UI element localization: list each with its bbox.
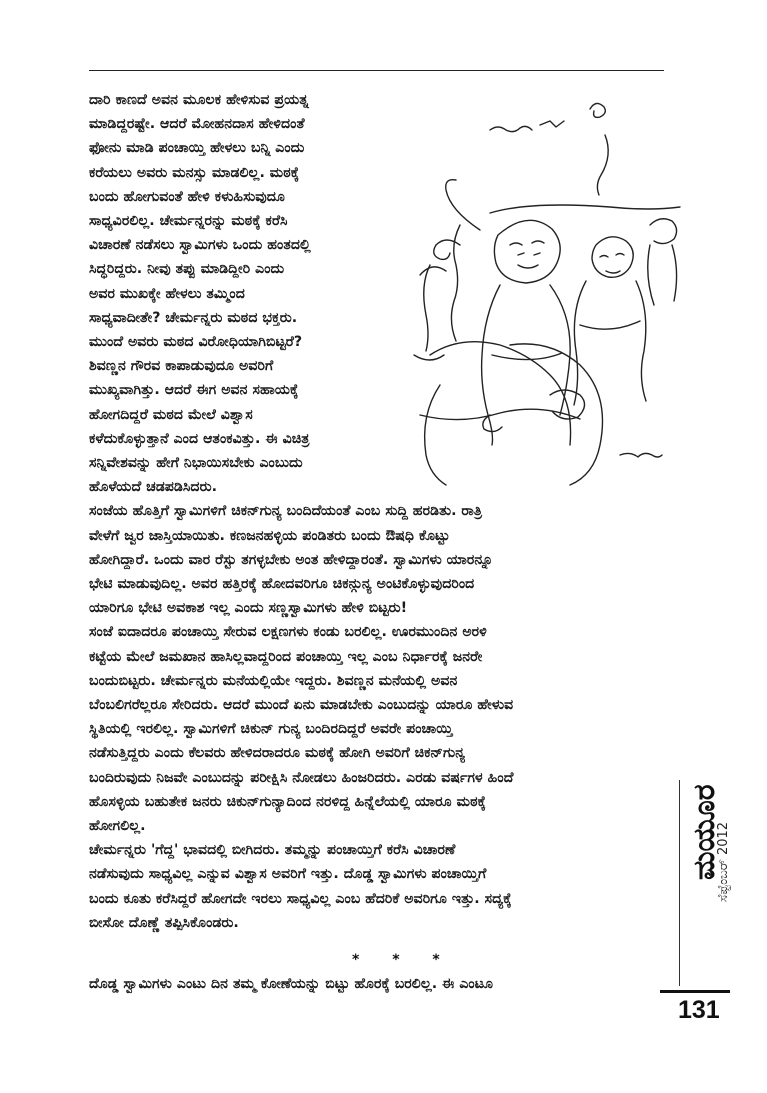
article-line: ಹೋಗದಿದ್ದರೆ ಮಠದ ಮೇಲೆ ವಿಶ್ವಾಸ [89,406,253,423]
article-line: ನಡೆಸುವುದು ಸಾಧ್ಯವಿಲ್ಲ ಎನ್ನುವ ವಿಶ್ವಾಸ ಅವರಿಗೆ ಇತ್ತು. ದೊಡ್ಡ ಸ್ವಾಮಿಗಳು ಪಂಚಾಯ್ತಿಗೆ [89,866,487,883]
article-line: ಸಾಧ್ಯವಿರಲಿಲ್ಲ. ಚೇರ್ಮನ್ನರನ್ನು ಮಠಕ್ಕೆ ಕರೆಸಿ [89,213,288,229]
article-line: ಮಾಡಿದ್ದರಷ್ಟೇ. ಆದರೆ ಮೋಹನದಾಸ ಹೇಳಿದಂತೆ [89,116,305,133]
page-number: 131 [678,996,720,1024]
article-line: ನಡೆಸುತ್ತಿದ್ದರು ಎಂದು ಕೆಲವರು ಹೇಳಿದರಾದರೂ ಮಠಕ್ಕೆ ಹೋಗಿ ಅವರಿಗೆ ಚಿಕನ್‌ಗುನ್ಯ [89,745,466,762]
article-line: ವೇಳೆಗೆ ಜ್ವರ ಜಾಸ್ತಿಯಾಯಿತು. ಕಣಜನಹಳ್ಳಿಯ ಪಂಡಿತರು ಬಂದು ಔಷಧಿ ಕೊಟ್ಟು [89,527,450,544]
article-line-last: ದೊಡ್ಡ ಸ್ವಾಮಿಗಳು ಎಂಟು ದಿನ ತಮ್ಮ ಕೋಣೆಯನ್ನು ಬಿಟ್ಟು ಹೊರಕ್ಕೆ ಬರಲಿಲ್ಲ. ಈ ಎಂಟೂ [89,976,494,992]
article-line: ಸನ್ನಿವೇಶವನ್ನು ಹೇಗೆ ನಿಭಾಯಿಸಬೇಕು ಎಂಬುದು [89,455,303,471]
side-rule [679,780,680,986]
article-line: ಬಂದು ಹೋಗುವಂತೆ ಹೇಳಿ ಕಳುಹಿಸುವುದೂ [89,188,285,205]
article-line: ಮುಖ್ಯವಾಗಿತ್ತು. ಆದರೆ ಈಗ ಅವನ ಸಹಾಯಕ್ಕೆ [89,382,299,399]
article-line: ಸಾಧ್ಯವಾದೀತೇ? ಚೇರ್ಮನ್ನರು ಮಠದ ಭಕ್ತರು. [89,309,298,326]
ink-sketch-illustration [400,95,693,487]
magazine-masthead: ಮಯೂರ [687,784,722,880]
article-line: ಬೀಸೋ ದೊಣ್ಣೆ ತಪ್ಪಿಸಿಕೊಂಡರು. [89,914,239,931]
article-line: ಸಿದ್ಧರಿದ್ದರು. ನೀವು ತಪ್ಪು ಮಾಡಿದ್ದೀರಿ ಎಂದು [89,261,285,278]
article-line: ಹೋಗಲಿಲ್ಲ. [89,818,146,834]
page-number-rule [660,990,730,993]
article-line: ಬಂದುಬಿಟ್ಟರು. ಚೇರ್ಮನ್ನರು ಮನೆಯಲ್ಲಿಯೇ ಇದ್ದರು. ಶಿವಣ್ಣನ ಮನೆಯಲ್ಲಿ ಅವನ [89,672,458,689]
article-line: ದಾರಿ ಕಾಣದೆ ಅವನ ಮೂಲಕ ಹೇಳಿಸುವ ಪ್ರಯತ್ನ [89,92,309,108]
article-line: ಫೋನು ಮಾಡಿ ಪಂಚಾಯ್ತಿ ಹೇಳಲು ಬನ್ನಿ ಎಂದು [89,140,305,157]
article-line: ಹೋಗಿದ್ದಾರೆ. ಒಂದು ವಾರ ರೆಸ್ಟು ತಗಳ್ಳಬೇಕು ಅಂತ ಹೇಳಿದ್ದಾರಂತೆ. ಸ್ವಾಮಿಗಳು ಯಾರನ್ನೂ [89,551,494,568]
issue-month: ಸೆಪ್ಟೆಂಬರ್ 2012 [716,821,731,902]
article-line: ಬಂದಿರುವುದು ನಿಜವೇ ಎಂಬುದನ್ನು ಪರೀಕ್ಷಿಸಿ ನೋಡಲು ಹಿಂಜರಿದರು. ಎರಡು ವರ್ಷಗಳ ಹಿಂದೆ [89,769,514,786]
article-line: ಕರೆಯಲು ಅವರು ಮನಸ್ಸು ಮಾಡಲಿಲ್ಲ. ಮಠಕ್ಕೆ [89,164,300,181]
article-line: ಶಿವಣ್ಣನ ಗೌರವ ಕಾಪಾಡುವುದೂ ಅವರಿಗೆ [89,358,274,375]
article-line: ಸಂಜೆ ಐದಾದರೂ ಪಂಚಾಯ್ತಿ ಸೇರುವ ಲಕ್ಷಣಗಳು ಕಂಡು ಬರಲಿಲ್ಲ. ಊರಮುಂದಿನ ಅರಳಿ [89,624,487,641]
article-line: ಕಟ್ಟೆಯ ಮೇಲೆ ಜಮಖಾನ ಹಾಸಿಲ್ಲವಾದ್ದರಿಂದ ಪಂಚಾಯ್ತಿ ಇಲ್ಲ ಎಂಬ ನಿರ್ಧಾರಕ್ಕೆ ಜನರೇ [89,648,483,665]
top-rule [89,70,664,71]
article-line: ಹೊಳೆಯದೆ ಚಡಪಡಿಸಿದರು. [89,479,218,496]
article-line: ಚೇರ್ಮನ್ನರು 'ಗೆದ್ದ' ಭಾವದಲ್ಲಿ ಬೀಗಿದರು. ತಮ್ಮನ್ನು ಪಂಚಾಯ್ತಿಗೆ ಕರೆಸಿ ವಿಚಾರಣೆ [89,842,456,859]
article-line: ಮುಂದೆ ಅವರು ಮಠದ ವಿರೋಧಿಯಾಗಿಬಿಟ್ಟರೆ? [89,334,303,350]
article-line: ಭೇಟಿ ಮಾಡುವುದಿಲ್ಲ. ಅವರ ಹತ್ತಿರಕ್ಕೆ ಹೋದವರಿಗೂ ಚಿಕನ್ಗುನ್ಯ ಅಂಟಿಕೊಳ್ಳುವುದರಿಂದ [89,576,475,592]
article-line: ಅವರ ಮುಖಕ್ಕೇ ಹೇಳಲು ತಮ್ಮಿಂದ [89,285,245,302]
article-line: ವಿಚಾರಣೆ ನಡೆಸಲು ಸ್ವಾಮಿಗಳು ಒಂದು ಹಂತದಲ್ಲಿ [89,237,311,254]
article-line: ಯಾರಿಗೂ ಭೇಟಿ ಅವಕಾಶ ಇಲ್ಲ ಎಂದು ಸಣ್ಣಸ್ವಾಮಿಗಳು ಹೇಳಿ ಬಿಟ್ಟರು! [89,600,408,617]
article-line: ಬೆಂಬಲಿಗರೆಲ್ಲರೂ ಸೇರಿದರು. ಆದರೆ ಮುಂದೆ ಏನು ಮಾಡಬೇಕು ಎಂಬುದನ್ನು ಯಾರೂ ಹೇಳುವ [89,697,514,713]
section-separator: * * * [352,952,454,968]
article-line: ಕಳೆದುಕೊಳ್ಳುತ್ತಾನೆ ಎಂದ ಆತಂಕವಿತ್ತು. ಈ ವಿಚಿತ್ರ [89,430,310,447]
article-line: ಸ್ಥಿತಿಯಲ್ಲಿ ಇರಲಿಲ್ಲ. ಸ್ವಾಮಿಗಳಿಗೆ ಚಿಕುನ್ ಗುನ್ಯ ಬಂದಿರದಿದ್ದರೆ ಅವರೇ ಪಂಚಾಯ್ತಿ [89,721,453,738]
article-line: ಸಂಜೆಯ ಹೊತ್ತಿಗೆ ಸ್ವಾಮಿಗಳಿಗೆ ಚಿಕನ್‌ಗುನ್ಯ ಬಂದಿದೆಯಂತೆ ಎಂಬ ಸುದ್ದಿ ಹರಡಿತು. ರಾತ್ರಿ [89,503,483,520]
article-line: ಹೊಸಳ್ಳಿಯ ಬಹುತೇಕ ಜನರು ಚಿಕುನ್‌ಗುನ್ಯಾದಿಂದ ನರಳಿದ್ದ ಹಿನ್ನೆಲೆಯಲ್ಲಿ ಯಾರೂ ಮಠಕ್ಕೆ [89,793,486,810]
article-line: ಬಂದು ಕೂತು ಕರೆಸಿದ್ದರೆ ಹೋಗದೇ ಇರಲು ಸಾಧ್ಯವಿಲ್ಲ ಎಂಬ ಹೆದರಿಕೆ ಅವರಿಗೂ ಇತ್ತು. ಸದ್ಯಕ್ಕೆ [89,890,512,907]
